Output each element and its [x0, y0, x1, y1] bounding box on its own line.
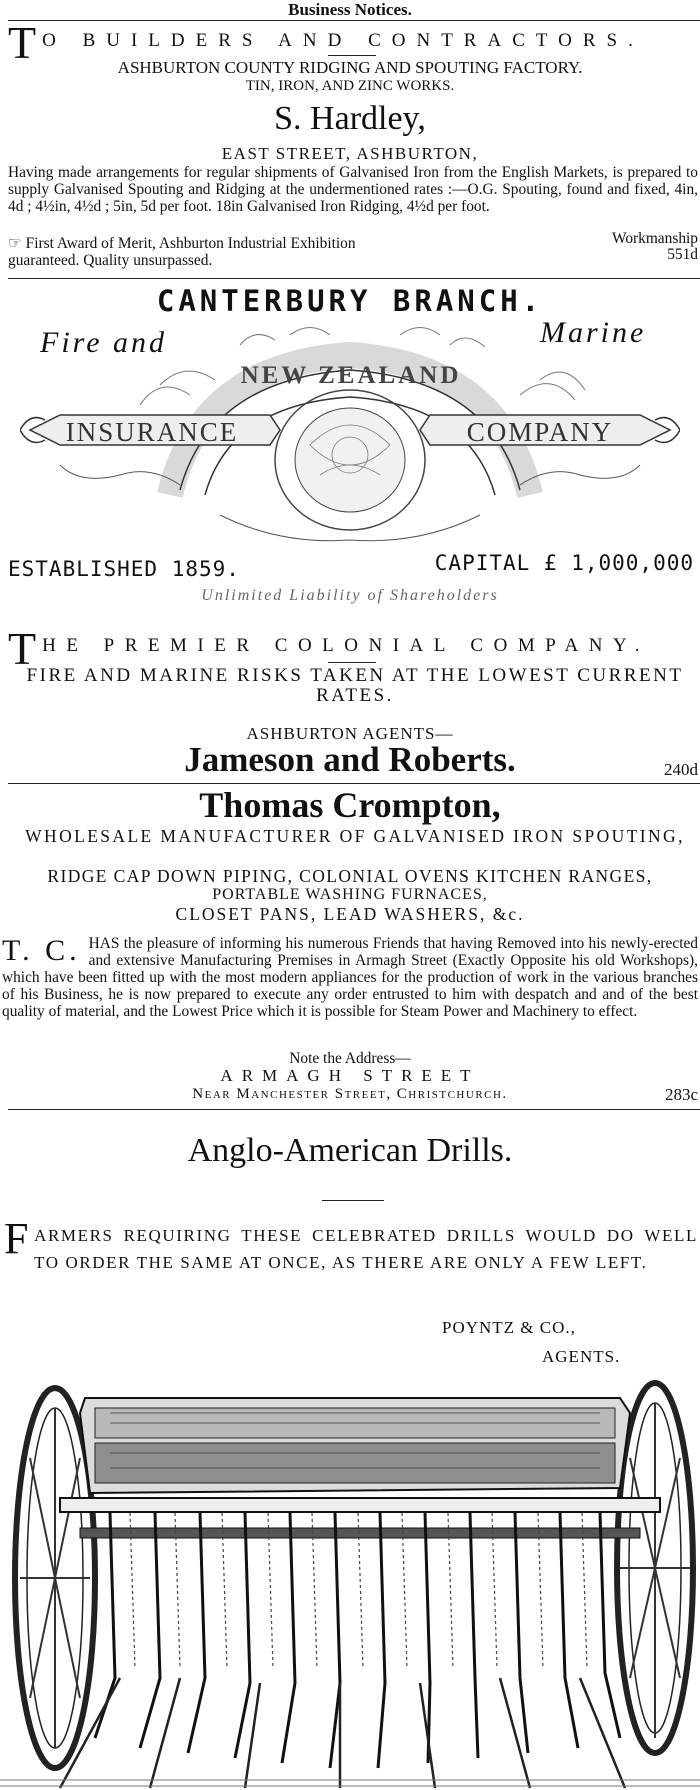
headline-text: O BUILDERS AND CONTRACTORS.: [42, 30, 644, 51]
crompton-line2: RIDGE CAP DOWN PIPING, COLONIAL OVENS KITCHEN RANGES,: [47, 866, 653, 886]
short-rule: [328, 662, 376, 663]
drills-title: Anglo-American Drills.: [187, 1132, 513, 1169]
short-rule: [328, 55, 376, 56]
ad-ref: 551d: [667, 246, 698, 263]
hardley-name: S. Hardley,: [274, 100, 426, 137]
established: ESTABLISHED 1859.: [8, 557, 240, 581]
ad-ref: 240d: [664, 760, 698, 779]
risks-line: FIRE AND MARINE RISKS TAKEN AT THE LOWEST CURRENT RATES.: [26, 665, 684, 706]
seed-drill-illustration: [0, 1378, 700, 1790]
agents-name: Jameson and Roberts.: [184, 740, 516, 779]
emblem-title: NEW ZEALAND: [240, 362, 462, 389]
divider: [8, 1109, 700, 1110]
short-rule: [322, 1200, 384, 1201]
dropcap: F: [4, 1214, 31, 1263]
crompton-name: Thomas Crompton,: [199, 785, 501, 825]
note-line: Note the Address—: [289, 1050, 411, 1067]
premier-text: HE PREMIER COLONIAL COMPANY.: [42, 635, 650, 656]
dropcap: T: [8, 623, 37, 674]
ad-ref: 283c: [664, 1085, 698, 1104]
initials: T. C.: [2, 934, 81, 967]
divider: [8, 20, 700, 21]
drills-body: [4, 1214, 698, 1276]
poyntz-company: POYNTZ & CO.,: [442, 1318, 576, 1337]
section-title: Business Notices.: [288, 0, 412, 19]
capital: CAPITAL £ 1,000,000: [434, 551, 694, 575]
marine-label: Marine: [540, 316, 647, 349]
crompton-body: [2, 935, 698, 1020]
workmanship: Workmanship: [612, 230, 698, 247]
near-line: Near Manchester Street, Christchurch.: [192, 1086, 508, 1102]
agents-label: ASHBURTON AGENTS—: [246, 724, 454, 743]
fire-label: Fire and: [40, 326, 168, 359]
canterbury-heading: CANTERBURY BRANCH.: [156, 284, 544, 318]
hardley-body: Having made arrangements for regular shipments of Galvanised Iron from the English Markets, is prepared to supply Galvanised Spouting and Ridging at the undermentioned rates :—O.G. Spouting, found and fixed, 4in, 4d ; 4½in, 4½d ; 5in, 5d per foot. 18in Galvanised Iron Ridging, 4½d per foot.: [8, 164, 698, 215]
factory-line: ASHBURTON COUNTY RIDGING AND SPOUTING FACTORY.: [117, 58, 583, 77]
crompton-line1: WHOLESALE MANUFACTURER OF GALVANISED IRON SPOUTING,: [25, 826, 685, 846]
drills-text: ARMERS REQUIRING THESE CELEBRATED DRILLS WOULD DO WELL TO ORDER THE SAME AT ONCE, AS THERE ARE ONLY A FEW LEFT.: [34, 1226, 698, 1272]
emblem-company: COMPANY: [466, 417, 614, 447]
liability-line: Unlimited Liability of Shareholders: [201, 587, 499, 604]
award-line: ☞ First Award of Merit, Ashburton Industrial Exhibition: [8, 235, 356, 252]
crompton-line3: PORTABLE WASHING FURNACES,: [212, 886, 488, 903]
poyntz-agents: AGENTS.: [542, 1347, 621, 1366]
divider: [8, 278, 700, 279]
hardley-address: EAST STREET, ASHBURTON,: [221, 144, 479, 163]
crompton-line4: CLOSET PANS, LEAD WASHERS, &c.: [175, 904, 525, 924]
crompton-text: HAS the pleasure of informing his numerous Friends that having Removed into his newly-erected and extensive Manufacturing Premises in Armagh Street (Exactly Opposite his old Workshops), which have been fitted up with the most modern appliances for the production of work in the various branches of his Business, he is now prepared to execute any order entrusted to him with despatch and and of the best quality of material, and the Lowest Price which it is possible for Steam Power and Machinery to effect.: [2, 935, 698, 1020]
dropcap: T: [8, 17, 37, 68]
works-line: TIN, IRON, AND ZINC WORKS.: [245, 78, 455, 94]
emblem-insurance: INSURANCE: [65, 417, 239, 447]
street-line: ARMAGH STREET: [220, 1066, 480, 1085]
guarantee-line: guaranteed. Quality unsurpassed.: [8, 252, 213, 269]
